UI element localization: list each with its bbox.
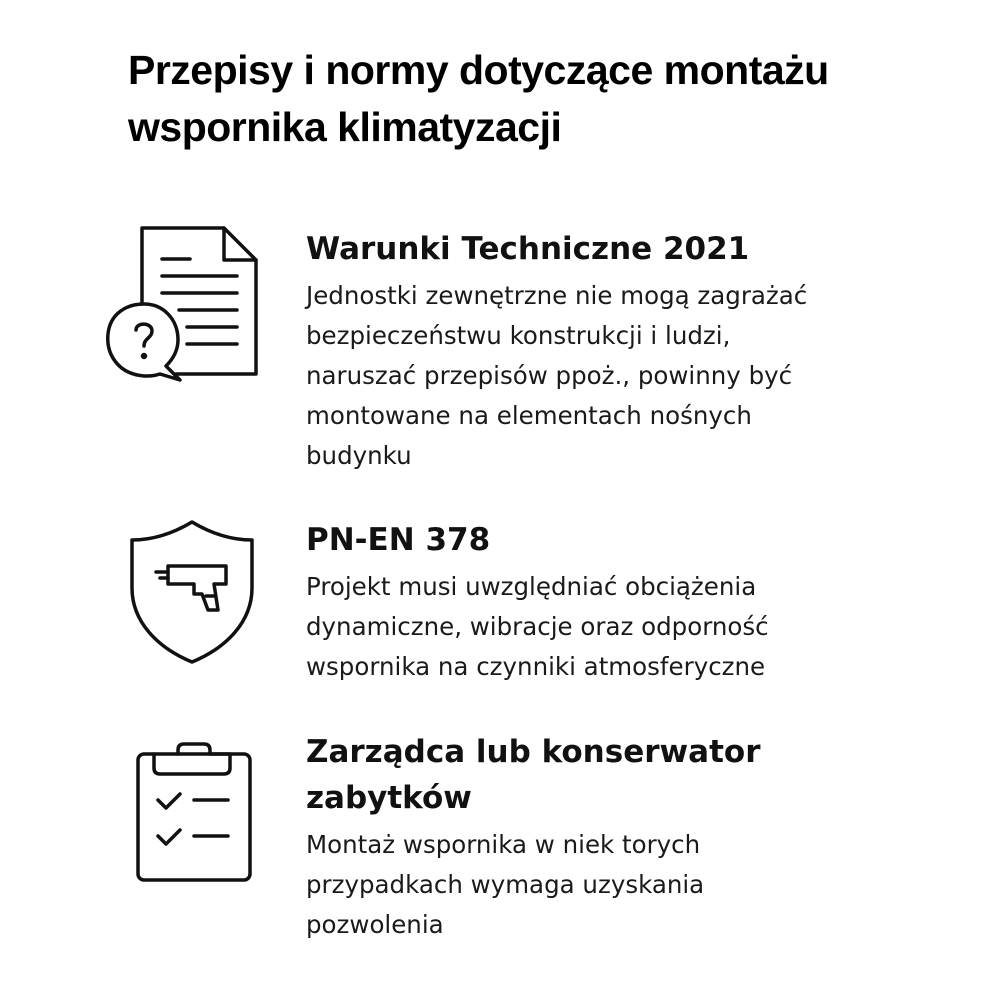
section-heading: Warunki Techniczne 2021 [306, 231, 750, 267]
body-line: Projekt musi uwzględniać obciążenia [306, 572, 757, 601]
body-line: bezpieczeństwu konstrukcji i ludzi, [306, 321, 731, 350]
title-line: wspornika klimatyzacji [128, 104, 562, 150]
page-title [128, 42, 829, 156]
body-line: Montaż wspornika w niek torych [306, 830, 701, 859]
section-body [306, 567, 769, 687]
section-heading [306, 729, 760, 821]
title-line: Przepisy i normy dotyczące montażu [128, 47, 829, 93]
shield-drill-icon [128, 518, 256, 666]
heading-line: zabytków [306, 780, 472, 816]
body-line: montowane na elementach nośnych [306, 401, 752, 430]
body-line: przypadkach wymaga uzyskania [306, 870, 705, 899]
body-line: budynku [306, 441, 412, 470]
section-body [306, 825, 760, 945]
body-line: wspornika na czynniki atmosferyczne [306, 652, 766, 681]
section-pn-en-378 [306, 517, 769, 687]
body-line: Jednostki zewnętrzne nie mogą zagrażać [306, 281, 808, 310]
section-warunki-techniczne [306, 226, 807, 476]
document-question-icon [104, 224, 260, 384]
clipboard-checklist-icon [134, 742, 256, 884]
body-line: dynamiczne, wibracje oraz odporność [306, 612, 769, 641]
heading-line: Zarządca lub konserwator [306, 734, 761, 770]
body-line: naruszać przepisów ppoż., powinny być [306, 361, 793, 390]
section-body [306, 276, 807, 476]
section-heading: PN-EN 378 [306, 522, 491, 558]
body-line: pozwolenia [306, 910, 444, 939]
section-zarzadca-konserwator [306, 729, 760, 945]
